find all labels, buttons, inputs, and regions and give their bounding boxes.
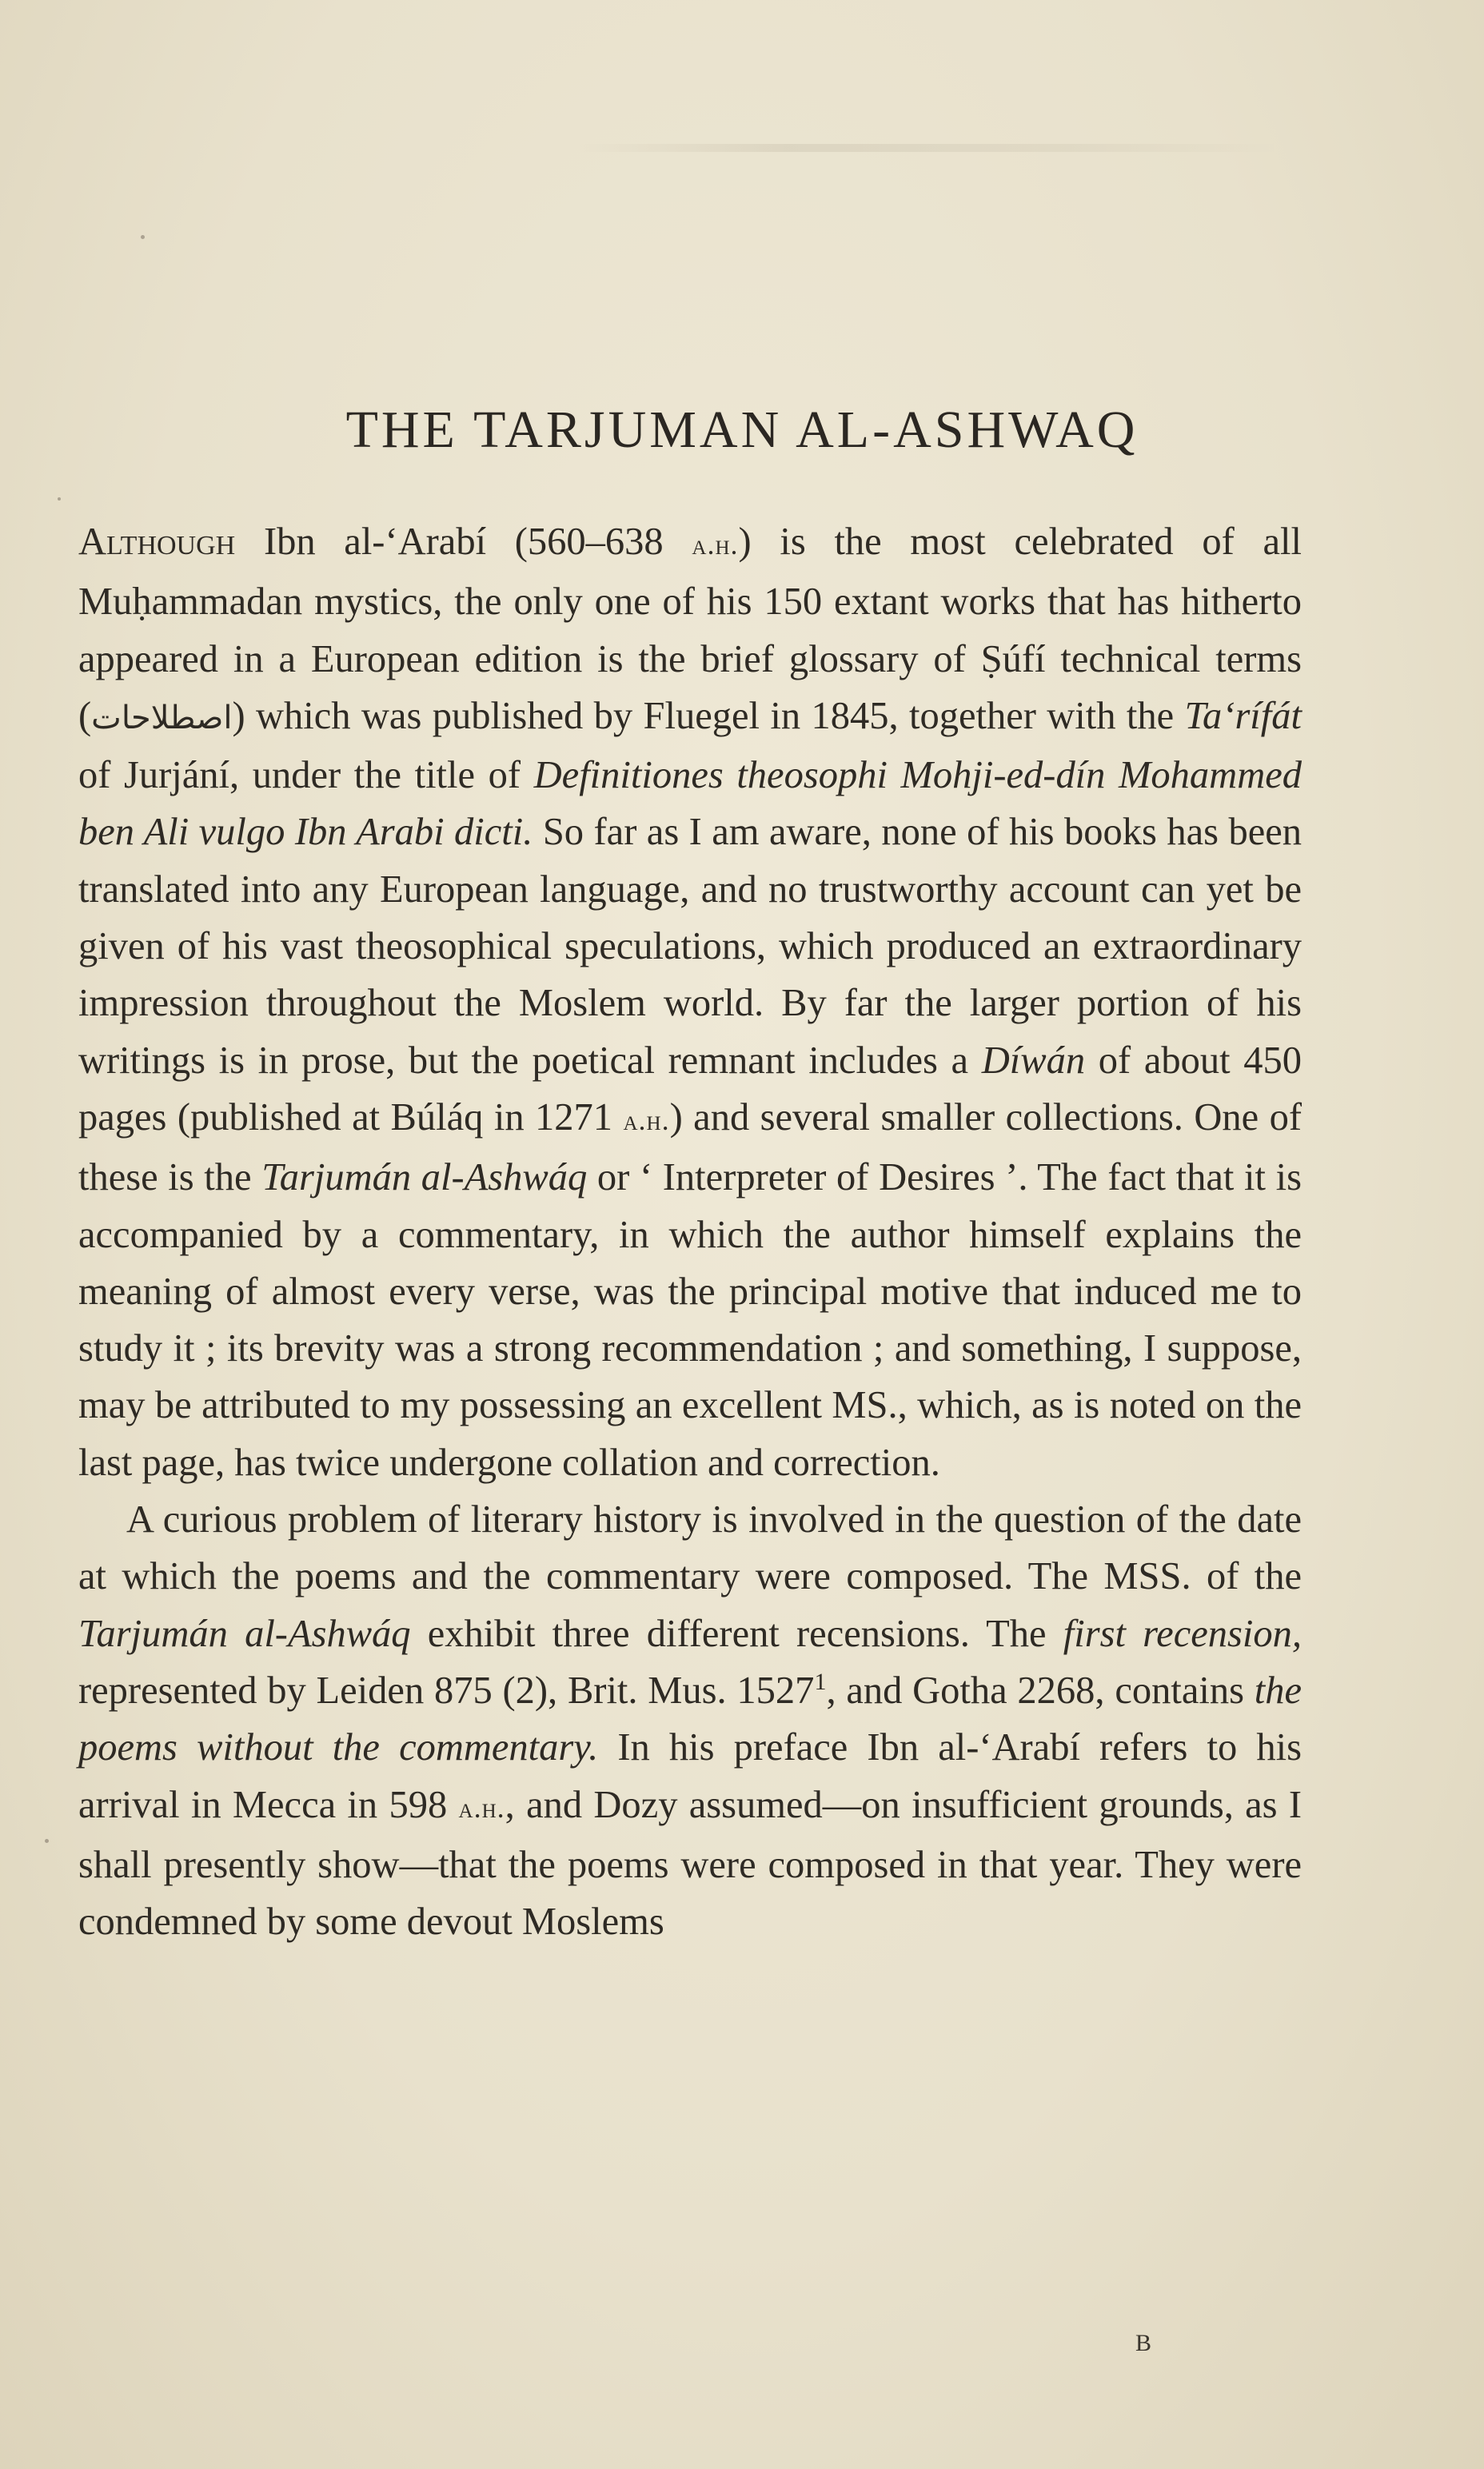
page-title: THE TARJUMAN AL-ASHWAQ bbox=[345, 401, 1139, 459]
arabic-term: اصطلاحات bbox=[91, 699, 233, 736]
main-text bbox=[78, 513, 1302, 1950]
paper-speck bbox=[45, 1839, 49, 1843]
italic-title: Tarjumán al-Ashwáq bbox=[78, 1612, 411, 1655]
opening-word: Although bbox=[78, 521, 236, 563]
footnote-marker: 1 bbox=[814, 1668, 827, 1695]
bleed-through-ghost bbox=[576, 144, 1279, 152]
signature-mark: B bbox=[1135, 2330, 1153, 2356]
paragraph-2: A curious problem of literary history is involved in the question of the date at which the poems and the commentary were composed. The MSS. of the Tarjumán al-Ashwáq exhibit three different recensions. The first recension, represented by Leiden 875 (2), Brit. Mus. 1527$^1$, and Gotha 2268, contains the poems without the commentary. In his preface Ibn al-‘Arabí refers to his arrival in Mecca in 598 a.h., and Dozy assumed—on insufficient grounds, as I shall presently show—that the poems were composed in that year. They were condemned by some devout Moslems bbox=[78, 1498, 1302, 1944]
paper-speck bbox=[141, 235, 145, 239]
italic-title: Definitiones theosophi Mohji-ed-dín Mohammed ben Ali vulgo Ibn Arabi dicti. bbox=[78, 754, 1302, 854]
italic-title: Tarjumán al-Ashwáq bbox=[261, 1156, 588, 1199]
paragraph-1: Although Ibn al-‘Arabí (560–638 a.h.) is the most celebrated of all Muḥammadan mystics, the only one of his 150 extant works that has hitherto appeared in a European edition is the brief glossary of Ṣúfí technical terms (اصطلاحات) which was published by Fluegel in 1845, together with the Ta‘rífát of Jurjání, under the title of Definitiones theosophi Mohji-ed-dín Mohammed ben Ali vulgo Ibn Arabi dicti. So far as I am aware, none of his books has been translated into any European language, and no trustworthy account can yet be given of his vast theosophical speculations, which produced an extraordinary impression throughout the Moslem world. By far the larger portion of his writings is in prose, but the poetical remnant includes a Díwán of about 450 pages (published at Búláq in 1271 a.h.) and several smaller collections. One of these is the Tarjumán al-Ashwáq or ‘ Interpreter of Desires ’. The fact that it is accompanied by a commentary, in which the author himself explains the meaning of almost every verse, was the principal motive that induced me to study it ; its brevity was a strong recommendation ; and something, I suppose, may be attributed to my possessing an excellent MS., which, as is noted on the last page, has twice undergone collation and correction. bbox=[78, 521, 1302, 1484]
italic-phrase: the poems without the commentary. bbox=[78, 1669, 1302, 1769]
italic-title: Díwán bbox=[981, 1039, 1086, 1082]
italic-title: Ta‘rífát bbox=[1184, 694, 1302, 737]
paper-speck bbox=[58, 497, 61, 501]
italic-phrase: first recension, bbox=[1063, 1612, 1302, 1655]
